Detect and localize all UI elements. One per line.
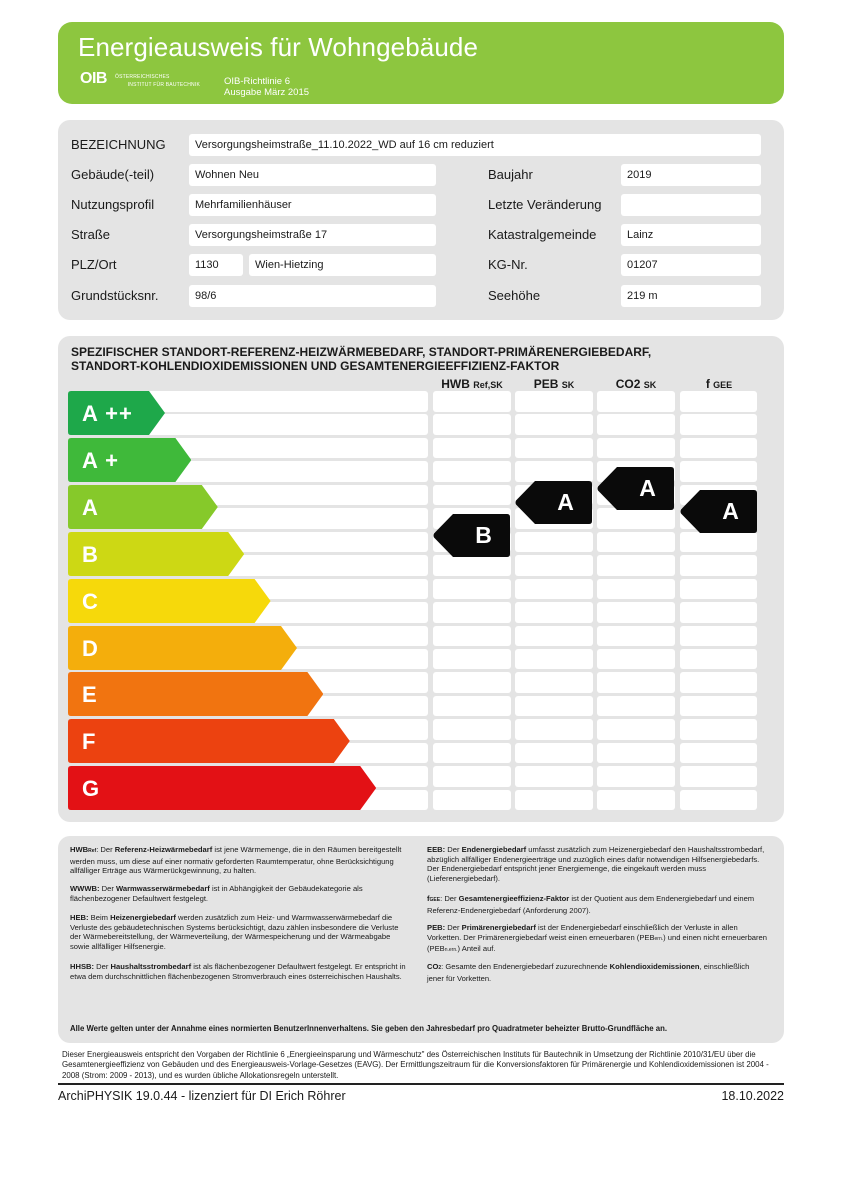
grid-cell: [515, 626, 593, 647]
def-term: Warmwasserwärmebedarf: [115, 884, 210, 893]
rating-title-line1: SPEZIFISCHER STANDORT-REFERENZ-HEIZWÄRMEBEDARF, STANDORT-PRIMÄRENERGIEBEDARF,: [71, 345, 652, 359]
rating-title: [71, 345, 651, 373]
grid-cell: [433, 391, 511, 412]
column-header-sub: GEE: [713, 380, 733, 390]
grid-cell: [680, 790, 757, 811]
definition-fgee: [427, 894, 767, 915]
def-term: Haushaltsstrombedarf: [110, 962, 192, 971]
grid-cell: [515, 790, 593, 811]
grid-cell: [433, 555, 511, 576]
column-header-main: HWB: [441, 377, 470, 391]
letzte-veraenderung-label: Letzte Veränderung: [488, 197, 602, 212]
def-abbr: HEB:: [70, 913, 89, 922]
grid-cell: [515, 719, 593, 740]
column-header-main: PEB: [533, 377, 559, 391]
definition-eeb: [427, 845, 767, 883]
baujahr-field: 2019: [621, 164, 761, 186]
kg-nr-label: KG-Nr.: [488, 257, 528, 272]
result-indicator: [515, 481, 592, 524]
grid-cell: [515, 391, 593, 412]
grid-cell: [597, 532, 675, 553]
grid-cell: [597, 672, 675, 693]
result-indicator: [597, 467, 674, 510]
energy-class-arrow: [68, 485, 218, 529]
energy-class-arrow: [68, 579, 271, 623]
energy-class-label: D: [82, 635, 99, 661]
grid-cell: [515, 555, 593, 576]
grid-cell: [680, 602, 757, 623]
energy-class-arrow: [68, 766, 376, 810]
def-intro: Beim: [88, 913, 111, 922]
oib-logo-mark: OIB: [80, 70, 107, 87]
def-intro: Der: [94, 962, 111, 971]
def-term: Primärenergiebedarf: [461, 923, 536, 932]
grid-cell: [597, 626, 675, 647]
indicator-class-label: B: [475, 522, 492, 548]
def-text: ist der Quotient aus dem Endenergiebedarf und einem Referenz-Endenergiebedarf (Anforderung 2007).: [427, 894, 755, 915]
grid-cell: [597, 555, 675, 576]
guideline-name: OIB-Richtlinie 6: [224, 76, 290, 87]
grid-cell: [680, 766, 757, 787]
grid-cell: [515, 579, 593, 600]
grid-cell: [680, 391, 757, 412]
baujahr-label: Baujahr: [488, 167, 533, 182]
grid-cell: [680, 555, 757, 576]
guideline-info: [224, 76, 309, 98]
ort-field: Wien-Hietzing: [249, 254, 436, 276]
energy-class-arrow: [68, 438, 191, 482]
energy-class-arrow: [68, 626, 297, 670]
grid-cell: [597, 743, 675, 764]
grid-cell: [680, 461, 757, 482]
strasse-field: Versorgungsheimstraße 17: [189, 224, 436, 246]
column-header-sub: SK: [643, 380, 657, 390]
oib-logo-line2: INSTITUT FÜR BAUTECHNIK: [127, 82, 200, 88]
grid-cell: [515, 602, 593, 623]
grid-cell: [515, 743, 593, 764]
arrow-shape: [68, 672, 323, 716]
guideline-edition: Ausgabe März 2015: [224, 87, 310, 98]
kg-nr-field: 01207: [621, 254, 761, 276]
def-text: ist in Abhängigkeit der Gebäudekategorie als flächenbezogener Defaultwert festgelegt.: [70, 884, 363, 903]
energy-class-label: A: [82, 494, 99, 520]
def-term: Referenz-Heizwärmebedarf: [114, 845, 213, 854]
def-text: werden zusätzlich zum Heiz- und Warmwasserwärmebedarf die Verluste des gebäudetechnischen Systems berücksichtigt, dazu zählen insbesondere die Verluste der Wärmebereitstellung, der Wärmeverteilung, der Wärmespeicherung und der Wärmeabgabe sowie allfälliger Hilfsenergie.: [70, 913, 399, 951]
grid-cell: [433, 438, 511, 459]
grid-cell: [680, 579, 757, 600]
definition-co2: [427, 962, 767, 983]
bezeichnung-field: Versorgungsheimstraße_11.10.2022_WD auf 16 cm reduziert: [189, 134, 761, 156]
energy-class-arrow: [68, 532, 244, 576]
nutzungsprofil-field: Mehrfamilienhäuser: [189, 194, 436, 216]
grid-cell: [597, 649, 675, 670]
grid-cell: [680, 696, 757, 717]
column-header-peb: [515, 377, 593, 391]
def-intro: Der: [99, 884, 116, 893]
oib-logo: [80, 70, 220, 94]
def-abbr: PEB:: [427, 923, 446, 932]
definition-hhsb: [70, 962, 410, 981]
grundstuecksnr-label: Grundstücksnr.: [71, 288, 159, 303]
building-info-panel: [58, 120, 784, 320]
letzte-veraenderung-field: [621, 194, 761, 216]
def-intro: Der: [445, 845, 462, 854]
legal-disclaimer: Dieser Energieausweis entspricht den Vorgaben der Richtlinie 6 „Energieeinsparung und Wärmeschutz" des Österreichischen Instituts für Bautechnik in Umsetzung der Richtlinie 2010/31/EU über die Gesamtenergieeffizienz von Gebäuden und des Energieausweis-Vorlage-Gesetzes (EAVG). Der Ermittlungszeitraum für die Konversionsfaktoren für Primärenergie und Kohlendioxidemissionen ist 2004 - 2008 (Strom: 2009 - 2013), und es wurden übliche Allokationsregeln unterstellt.: [62, 1050, 769, 1080]
grid-cell: [433, 696, 511, 717]
def-intro: : Der: [96, 845, 115, 854]
grid-cell: [515, 532, 593, 553]
column-header-co2: [597, 377, 675, 391]
def-sub: n.ern.: [444, 947, 458, 954]
issue-date: 18.10.2022: [721, 1089, 784, 1103]
def-abbr: EEB:: [427, 845, 446, 854]
energy-class-label: A ++: [82, 401, 133, 426]
grid-cell: [597, 696, 675, 717]
grid-cell: [433, 461, 511, 482]
seehoehe-field: 219 m: [621, 285, 761, 307]
def-intro: Der: [445, 923, 462, 932]
footer-divider: [58, 1083, 784, 1085]
definition-heb: [70, 913, 410, 951]
indicator-class-label: A: [639, 475, 656, 501]
column-header-hwb: [433, 377, 511, 391]
rating-title-line2: STANDORT-KOHLENDIOXIDEMISSIONEN UND GESAMTENERGIEEFFIZIENZ-FAKTOR: [71, 359, 560, 373]
katastralgemeinde-label: Katastralgemeinde: [488, 227, 597, 242]
grid-cell: [433, 626, 511, 647]
arrow-shape: [68, 766, 376, 810]
grid-cell: [680, 743, 757, 764]
document-title: Energieausweis für Wohngebäude: [78, 32, 479, 62]
def-text: ) Anteil auf.: [457, 944, 496, 954]
grid-cell: [597, 602, 675, 623]
energy-class-label: E: [82, 682, 98, 708]
def-term: Gesamtenergieeffizienz-Faktor: [458, 894, 570, 903]
gebaeude-field: Wohnen Neu: [189, 164, 436, 186]
indicator-class-label: A: [722, 498, 739, 524]
header-banner: [58, 22, 784, 104]
def-abbr: f: [427, 894, 430, 903]
software-license: ArchiPHYSIK 19.0.44 - lizenziert für DI Erich Röhrer: [58, 1089, 346, 1103]
grid-cell: [680, 532, 757, 553]
usage-note: Alle Werte gelten unter der Annahme eines normierten BenutzerInnenverhaltens. Sie geben den Jahresbedarf pro Quadratmeter beheizter Brutto-Grundfläche an.: [70, 1024, 668, 1033]
def-sub: ern.: [654, 935, 664, 942]
grid-cell: [597, 766, 675, 787]
energy-class-label: B: [82, 541, 99, 567]
column-header-main: CO2: [615, 377, 641, 391]
definitions-panel: [58, 836, 784, 1043]
grid-cell: [597, 790, 675, 811]
energy-class-label: G: [82, 776, 101, 802]
def-sub: Ref: [88, 848, 97, 854]
def-abbr: HWB: [70, 845, 89, 854]
grid-cell: [433, 649, 511, 670]
energy-class-arrow: [68, 719, 350, 763]
def-text: ist der Endenergiebedarf einschließlich der Verluste in allen Vorketten. Der Primärenergiebedarf weist einen erneuerbaren (PEB: [427, 923, 738, 942]
grid-cell: [680, 719, 757, 740]
grid-cell: [515, 461, 593, 482]
plz-ort-label: PLZ/Ort: [71, 257, 117, 272]
grid-cell: [433, 672, 511, 693]
grid-cell: [433, 790, 511, 811]
grid-cell: [515, 672, 593, 693]
def-intro: : Gesamte den Endenergiebedarf zuzurechnende: [441, 962, 610, 971]
result-indicator: [680, 490, 757, 533]
energy-class-label: A +: [82, 447, 120, 473]
def-term: Heizenergiebedarf: [110, 913, 176, 922]
grid-cell: [433, 579, 511, 600]
column-header-sub: SK: [561, 380, 575, 390]
def-sub: 2: [438, 965, 442, 971]
def-abbr: CO: [427, 962, 439, 971]
grundstuecksnr-field: 98/6: [189, 285, 436, 307]
grid-cell: [680, 626, 757, 647]
grid-cell: [680, 414, 757, 435]
grid-cell: [680, 438, 757, 459]
plz-field: 1130: [189, 254, 243, 276]
grid-cell: [433, 485, 511, 506]
oib-logo-line1: ÖSTERREICHISCHES: [115, 74, 170, 80]
arrow-shape: [68, 719, 350, 763]
def-term: Kohlendioxidemissionen: [609, 962, 700, 971]
def-intro: : Der: [440, 894, 459, 903]
def-sub: GEE: [429, 897, 441, 903]
definition-hwb: [70, 845, 410, 876]
grid-cell: [433, 414, 511, 435]
result-indicator: [433, 514, 510, 557]
grid-cell: [515, 649, 593, 670]
grid-cell: [680, 672, 757, 693]
grid-cell: [597, 414, 675, 435]
grid-cell: [680, 649, 757, 670]
nutzungsprofil-label: Nutzungsprofil: [71, 197, 155, 212]
arrow-shape: [68, 626, 297, 670]
def-term: Endenergiebedarf: [461, 845, 527, 854]
grid-cell: [597, 508, 675, 529]
def-text: ist jene Wärmemenge, die in den Räumen bereitgestellt werden muss, um diese auf einer normativ geforderten Raumtemperatur, ohne Berücksichtigung allfälliger Erträge aus Wärmerückgewinnung, zu halten.: [70, 845, 402, 876]
def-abbr: WWWB:: [70, 884, 100, 893]
def-text: ) und einen nicht erneuerbaren (PEB: [427, 932, 767, 954]
definition-wwwb: [70, 884, 410, 903]
energy-rating-panel: [58, 336, 784, 822]
def-text: ist als flächenbezogener Defaultwert festgelegt. Er entspricht in etwa dem durchschnittlichen flächenbezogenen Stromverbrauch eines österreichischen Haushalts.: [70, 962, 406, 981]
grid-cell: [433, 602, 511, 623]
indicator-class-label: A: [557, 489, 574, 515]
seehoehe-label: Seehöhe: [488, 288, 541, 303]
grid-cell: [433, 743, 511, 764]
column-header-sub: Ref,SK: [473, 380, 503, 390]
column-header-fgee: [680, 377, 758, 391]
grid-cell: [433, 766, 511, 787]
energy-class-arrow: [68, 391, 165, 435]
energy-class-arrow: [68, 672, 323, 716]
grid-cell: [515, 766, 593, 787]
gebaeude-label: Gebäude(-teil): [71, 167, 155, 182]
bezeichnung-label: BEZEICHNUNG: [71, 137, 166, 152]
grid-cell: [515, 414, 593, 435]
definition-peb: [427, 923, 767, 956]
grid-cell: [597, 438, 675, 459]
energy-class-label: C: [82, 588, 99, 614]
strasse-label: Straße: [71, 227, 111, 242]
grid-cell: [597, 719, 675, 740]
katastralgemeinde-field: Lainz: [621, 224, 761, 246]
grid-cell: [433, 719, 511, 740]
grid-cell: [597, 391, 675, 412]
grid-cell: [515, 696, 593, 717]
def-text: umfasst zusätzlich zum Heizenergiebedarf den Haushaltsstrombedarf, abzüglich allfälliger Endenergieerträge und zuzüglich eines dafür notwendigen Hilfsenergiebedarfs. Der Endenergiebedarf entspricht jener Energiemenge, die eingekauft werden muss (Lieferenergiebedarf).: [427, 845, 765, 883]
def-abbr: HHSB:: [70, 962, 95, 971]
grid-cell: [597, 579, 675, 600]
column-header-main: f: [705, 377, 710, 391]
energy-class-label: F: [82, 729, 97, 755]
def-text: , einschließlich jener für Vorketten.: [427, 962, 750, 983]
grid-cell: [515, 438, 593, 459]
